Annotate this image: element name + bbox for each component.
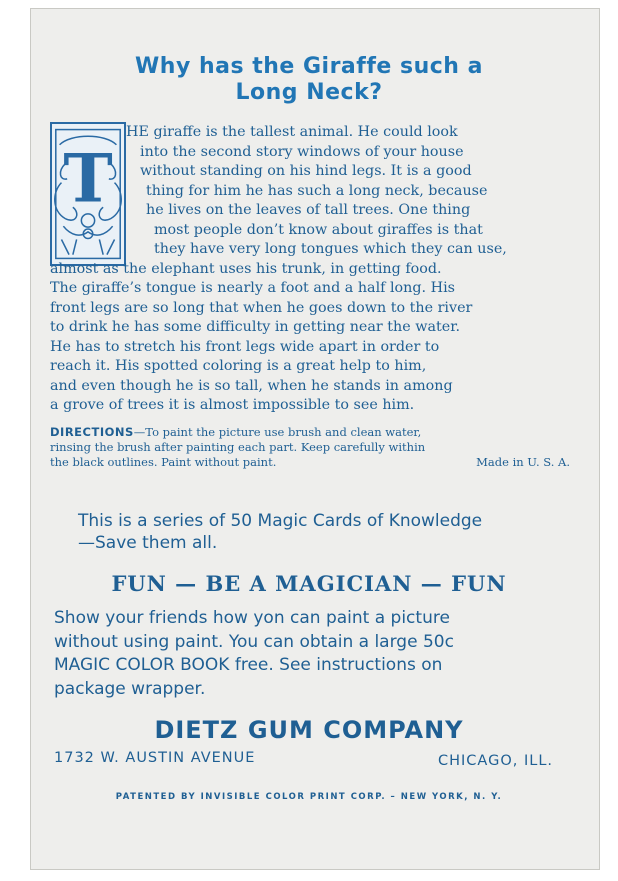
story-text [50,123,570,416]
story-line: and even though he is so tall, when he stands in among [50,377,453,394]
patent-notice: PATENTED BY INVISIBLE COLOR PRINT CORP. – NEW YORK, N. Y. [115,792,503,802]
series-line: —Save them all. [78,533,218,553]
story-line: The giraffe’s tongue is nearly a foot and a half long. His [50,280,455,296]
story-line: they have very long tongues which they can use, [154,241,507,257]
series-line: This is a series of 50 Magic Cards of Knowledge [78,511,483,531]
directions-block [50,425,570,470]
company-address: 1732 W. AUSTIN AVENUE [54,750,256,766]
directions-text: rinsing the brush after painting each part. Keep carefully within [50,440,426,454]
story-line: reach it. His spotted coloring is a great help to him, [50,358,427,374]
fun-heading: FUN — BE A MAGICIAN — FUN [111,571,507,596]
made-in-label: Made in U. S. A. [476,455,570,469]
story-line: to drink he has some difficulty in getting near the water. [50,319,461,335]
promo-line: Show your friends how yon can paint a picture [54,608,450,628]
story-line: front legs are so long that when he goes down to the river [50,299,473,316]
directions-text: the black outlines. Paint without paint. [50,455,277,469]
series-note [78,510,578,554]
drop-cap-letter: T [63,139,113,218]
story-line: most people don’t know about giraffes is that [154,221,483,238]
directions-text: —To paint the picture use brush and clean water, [133,425,422,439]
story-line: almost as the elephant uses his trunk, in getting food. [50,260,442,277]
story-line: without standing on his hind legs. It is a good [140,163,472,179]
story-line: He has to stretch his front legs wide apart in order to [50,338,440,355]
story-line: into the second story windows of your house [140,143,464,160]
story-line: thing for him he has such a long neck, because [146,182,488,199]
story-line: a grove of trees it is almost impossible to see him. [50,397,415,413]
directions-label: DIRECTIONS [50,425,134,439]
story-line: he lives on the leaves of tall trees. One thing [146,202,471,218]
title-line-2: Long Neck? [235,80,383,105]
title-line-1: Why has the Giraffe such a [135,54,483,79]
card-title [0,54,618,106]
company-name: DIETZ GUM COMPANY [154,716,464,744]
company-city: CHICAGO, ILL. [438,753,554,769]
promo-line: package wrapper. [54,678,206,699]
story-line: HE giraffe is the tallest animal. He could look [126,124,458,140]
promo-line: without using paint. You can obtain a large 50c [54,631,454,652]
promo-text [54,607,584,701]
promo-line: MAGIC COLOR BOOK free. See instructions on [54,655,443,675]
